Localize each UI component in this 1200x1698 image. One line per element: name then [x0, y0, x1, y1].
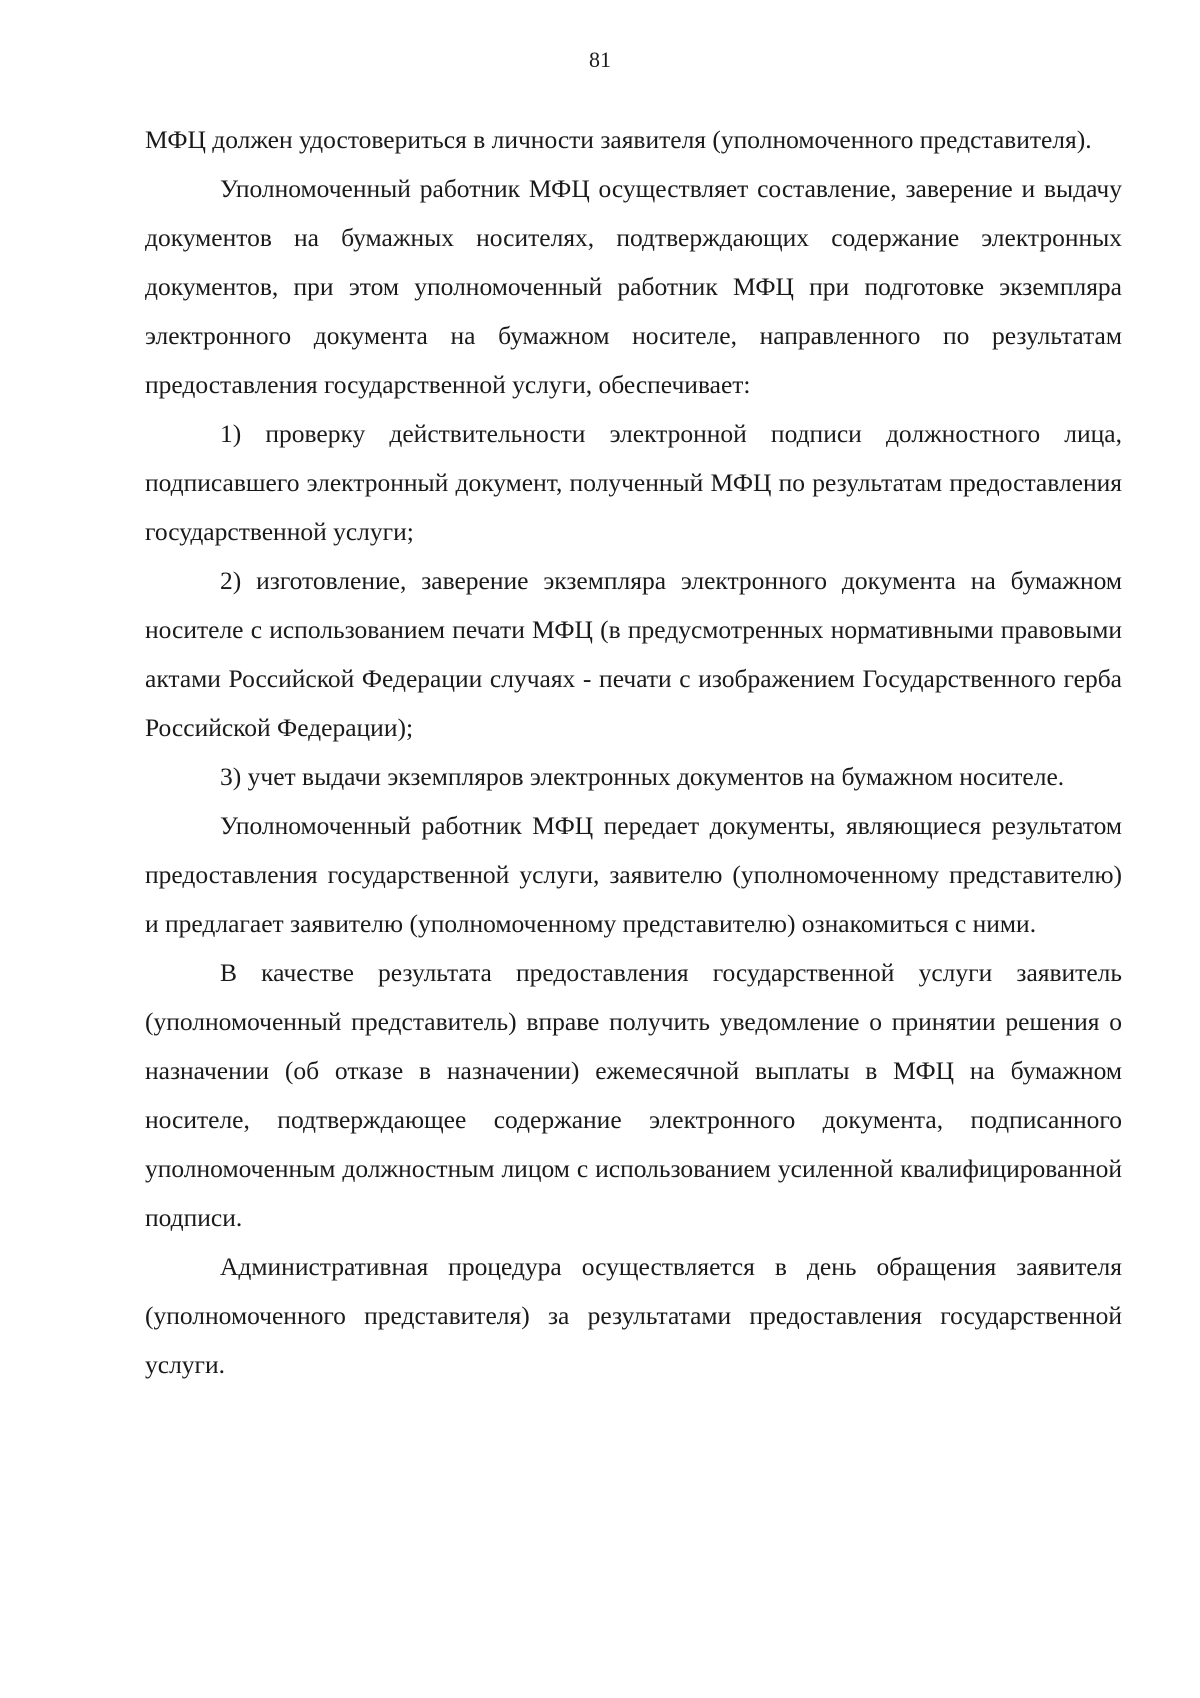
- paragraph-continuation: МФЦ должен удостовериться в личности заявителя (уполномоченного представителя).: [145, 125, 1092, 154]
- document-body: [145, 115, 1122, 1389]
- paragraph-document-handover: Уполномоченный работник МФЦ передает документы, являющиеся результатом предоставления государственной услуги, заявителю (уполномоченному представителю) и предлагает заявителю (уполномоченному представителю) ознакомиться с ними.: [145, 811, 1122, 938]
- paragraph-notification: В качестве результата предоставления государственной услуги заявитель (уполномоченный представитель) вправе получить уведомление о принятии решения о назначении (об отказе в назначении) ежемесячной выплаты в МФЦ на бумажном носителе, подтверждающее содержание электронного документа, подписанного уполномоченным должностным лицом с использованием усиленной квалифицированной подписи.: [145, 958, 1122, 1232]
- paragraph-procedure-timing: Административная процедура осуществляется в день обращения заявителя (уполномоченного представителя) за результатами предоставления государственной услуги.: [145, 1252, 1122, 1379]
- list-item-document-certification: 2) изготовление, заверение экземпляра электронного документа на бумажном носителе с использованием печати МФЦ (в предусмотренных нормативными правовыми актами Российской Федерации случаях - печати с изображением Государственного герба Российской Федерации);: [145, 566, 1122, 742]
- paragraph-mfc-worker-duties: Уполномоченный работник МФЦ осуществляет составление, заверение и выдачу документов на бумажных носителях, подтверждающих содержание электронных документов, при этом уполномоченный работник МФЦ при подготовке экземпляра электронного документа на бумажном носителе, направленного по результатам предоставления государственной услуги, обеспечивает:: [145, 174, 1122, 399]
- list-item-issuance-accounting: 3) учет выдачи экземпляров электронных документов на бумажном носителе.: [220, 762, 1065, 791]
- list-item-signature-check: 1) проверку действительности электронной подписи должностного лица, подписавшего электронный документ, полученный МФЦ по результатам предоставления государственной услуги;: [145, 419, 1122, 546]
- page-number: 81: [589, 47, 611, 72]
